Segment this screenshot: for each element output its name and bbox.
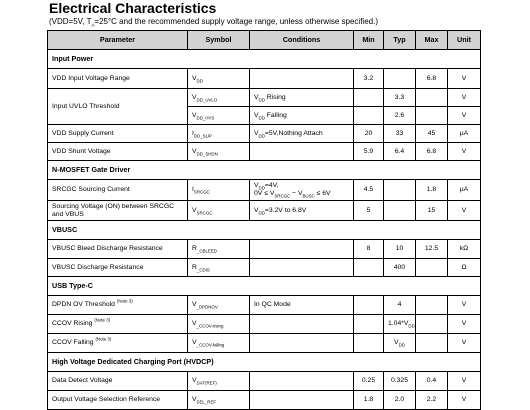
- cell-symbol: $V_{SRCGC}$: [188, 201, 250, 221]
- cell-conditions: $V_{DD}=5V,Nothing$ Attach: [250, 125, 354, 143]
- cell-parameter: [48, 315, 188, 334]
- cell-symbol: $V_{DAT(REF)}$: [188, 372, 250, 391]
- section-usb-type-c: USB Type-C: [48, 277, 481, 296]
- cell-min: [354, 296, 384, 315]
- header-max: Max: [416, 31, 448, 50]
- header-symbol: Symbol: [188, 31, 250, 50]
- cell-conditions: $V_{DD}=3.2V$ to 6.8V: [250, 201, 354, 221]
- table-row: [48, 180, 481, 201]
- cell-symbol: $V_{\_CCOV-falling}$: [188, 334, 250, 353]
- conditions-note: (VDD=5V, $T_A=25^\circ C$ and the recommended supply voltage range, unless otherwise specified.): [49, 17, 378, 28]
- cell-min: 1.8: [354, 391, 384, 410]
- table-row: [48, 240, 481, 259]
- cell-parameter: SRCGC Sourcing Current: [48, 180, 188, 201]
- cell-parameter: VBUSC Discharge Resistance: [48, 259, 188, 277]
- cell-conditions: [250, 334, 354, 353]
- cell-typ: 2.6: [384, 107, 416, 125]
- cell-typ: 33: [384, 125, 416, 143]
- cell-typ: 0.325: [384, 372, 416, 391]
- cell-conditions: [250, 69, 354, 89]
- section-row: [48, 353, 481, 372]
- cell-min: 20: [354, 125, 384, 143]
- table-row: [48, 125, 481, 143]
- cell-unit: V: [448, 89, 481, 107]
- cell-symbol: $V_{\_CCOV-rising}$: [188, 315, 250, 334]
- cell-unit: V: [448, 296, 481, 315]
- cell-max: [416, 315, 448, 334]
- cell-parameter: Data Detect Voltage: [48, 372, 188, 391]
- cell-max: [416, 334, 448, 353]
- table-row: [48, 391, 481, 410]
- cell-conditions: [250, 240, 354, 259]
- cell-symbol: $I_{DD\_SUP}$: [188, 125, 250, 143]
- section-row: [48, 277, 481, 296]
- cell-unit: V: [448, 391, 481, 410]
- section-hvdcp: High Voltage Dedicated Charging Port (HVDCP): [48, 353, 481, 372]
- cell-max: 2.2: [416, 391, 448, 410]
- cell-conditions: [250, 372, 354, 391]
- cell-symbol: $R_{\_CBLEED}$: [188, 240, 250, 259]
- table-row: [48, 296, 481, 315]
- section-input-power: Input Power: [48, 50, 481, 69]
- header-typ: Typ: [384, 31, 416, 50]
- cell-max: [416, 107, 448, 125]
- cell-min: 4.5: [354, 180, 384, 201]
- section-row: [48, 50, 481, 69]
- cell-unit: kΩ: [448, 240, 481, 259]
- cell-symbol: $V_{DD}$: [188, 69, 250, 89]
- cell-typ: [384, 180, 416, 201]
- cell-min: 5: [354, 201, 384, 221]
- cell-parameter: VDD Shunt Voltage: [48, 143, 188, 161]
- cell-max: [416, 296, 448, 315]
- cell-symbol: $V_{\_DPDNOV}$: [188, 296, 250, 315]
- cell-conditions: [250, 143, 354, 161]
- note-ref: (Note 3): [116, 298, 133, 304]
- cell-parameter: VDD Input Voltage Range: [48, 69, 188, 89]
- cell-typ: 4: [384, 296, 416, 315]
- cell-max: 6.8: [416, 69, 448, 89]
- header-conditions: Conditions: [250, 31, 354, 50]
- cell-symbol: $V_{SEL\_REF}$: [188, 391, 250, 410]
- section-nmosfet: N-MOSFET Gate Driver: [48, 161, 481, 180]
- cell-symbol: $R_{\_CDIS}$: [188, 259, 250, 277]
- table-header-row: [48, 31, 481, 50]
- section-row: [48, 161, 481, 180]
- cell-symbol: $V_{DD\_SHDN}$: [188, 143, 250, 161]
- cell-conditions: [250, 391, 354, 410]
- electrical-characteristics-table: [47, 30, 481, 410]
- table-row: [48, 315, 481, 334]
- cell-typ: [384, 201, 416, 221]
- cell-unit: μA: [448, 125, 481, 143]
- cell-typ: 400: [384, 259, 416, 277]
- cell-unit: V: [448, 107, 481, 125]
- cell-max: [416, 259, 448, 277]
- cell-min: [354, 107, 384, 125]
- table-row: [48, 89, 481, 107]
- cell-min: [354, 259, 384, 277]
- cell-min: 5.9: [354, 143, 384, 161]
- cell-parameter: VDD Supply Current: [48, 125, 188, 143]
- section-row: [48, 221, 481, 240]
- cell-unit: Ω: [448, 259, 481, 277]
- cell-symbol: $V_{DD\_HYS}$: [188, 107, 250, 125]
- header-unit: Unit: [448, 31, 481, 50]
- cell-max: 15: [416, 201, 448, 221]
- section-vbusc: VBUSC: [48, 221, 481, 240]
- cell-min: 0.25: [354, 372, 384, 391]
- param-text: DPDN OV Threshold: [52, 301, 115, 308]
- cell-conditions: $V_{DD}$ Falling: [250, 107, 354, 125]
- cell-min: 8: [354, 240, 384, 259]
- note-ref: (Note 3): [95, 336, 112, 342]
- cell-min: [354, 89, 384, 107]
- param-text: CCOV Rising: [52, 320, 93, 327]
- cell-parameter: Sourcing Voltage (ON) between SRCGC and VBUS: [48, 201, 188, 221]
- cell-conditions: [250, 315, 354, 334]
- header-parameter: Parameter: [48, 31, 188, 50]
- cell-max: [416, 89, 448, 107]
- cell-typ: 6.4: [384, 143, 416, 161]
- table-row: [48, 201, 481, 221]
- cell-parameter: [48, 334, 188, 353]
- cell-conditions: In QC Mode: [250, 296, 354, 315]
- cell-typ: $V_{DD}$: [384, 334, 416, 353]
- cell-conditions: $V_{DD}$ Rising: [250, 89, 354, 107]
- cell-max: 12.5: [416, 240, 448, 259]
- table-row: [48, 372, 481, 391]
- param-text: CCOV Falling: [52, 339, 94, 346]
- cell-max: 1.8: [416, 180, 448, 201]
- cell-symbol: $I_{SRCGC}$: [188, 180, 250, 201]
- cell-symbol: $V_{DD\_UVLO}$: [188, 89, 250, 107]
- cell-min: [354, 334, 384, 353]
- cell-parameter: Output Voltage Selection Reference: [48, 391, 188, 410]
- cell-min: 3.2: [354, 69, 384, 89]
- cell-unit: V: [448, 372, 481, 391]
- cell-parameter: Input UVLO Threshold: [48, 89, 188, 125]
- table-row: [48, 69, 481, 89]
- cell-typ: 10: [384, 240, 416, 259]
- cell-unit: V: [448, 315, 481, 334]
- cell-unit: V: [448, 69, 481, 89]
- cell-typ: 2.0: [384, 391, 416, 410]
- cell-min: [354, 315, 384, 334]
- cell-unit: μA: [448, 180, 481, 201]
- cell-unit: V: [448, 201, 481, 221]
- cell-parameter: VBUSC Bleed Discharge Resistance: [48, 240, 188, 259]
- table-row: [48, 143, 481, 161]
- page-title: Electrical Characteristics: [49, 0, 217, 16]
- table-row: [48, 334, 481, 353]
- cell-max: 6.8: [416, 143, 448, 161]
- table-row: [48, 259, 481, 277]
- cell-max: 0.4: [416, 372, 448, 391]
- cell-max: 45: [416, 125, 448, 143]
- cell-typ: $1.04*V_{DD}$: [384, 315, 416, 334]
- note-ref: (Note 3): [94, 317, 111, 323]
- cell-conditions: $V_{DD}=4V$, $0V \le V_{SRCGC} - V_{BUSC} \le 6V$: [250, 180, 354, 201]
- cell-unit: V: [448, 143, 481, 161]
- cell-typ: [384, 69, 416, 89]
- cell-parameter: [48, 296, 188, 315]
- cell-unit: V: [448, 334, 481, 353]
- cell-typ: 3.3: [384, 89, 416, 107]
- cell-conditions: [250, 259, 354, 277]
- header-min: Min: [354, 31, 384, 50]
